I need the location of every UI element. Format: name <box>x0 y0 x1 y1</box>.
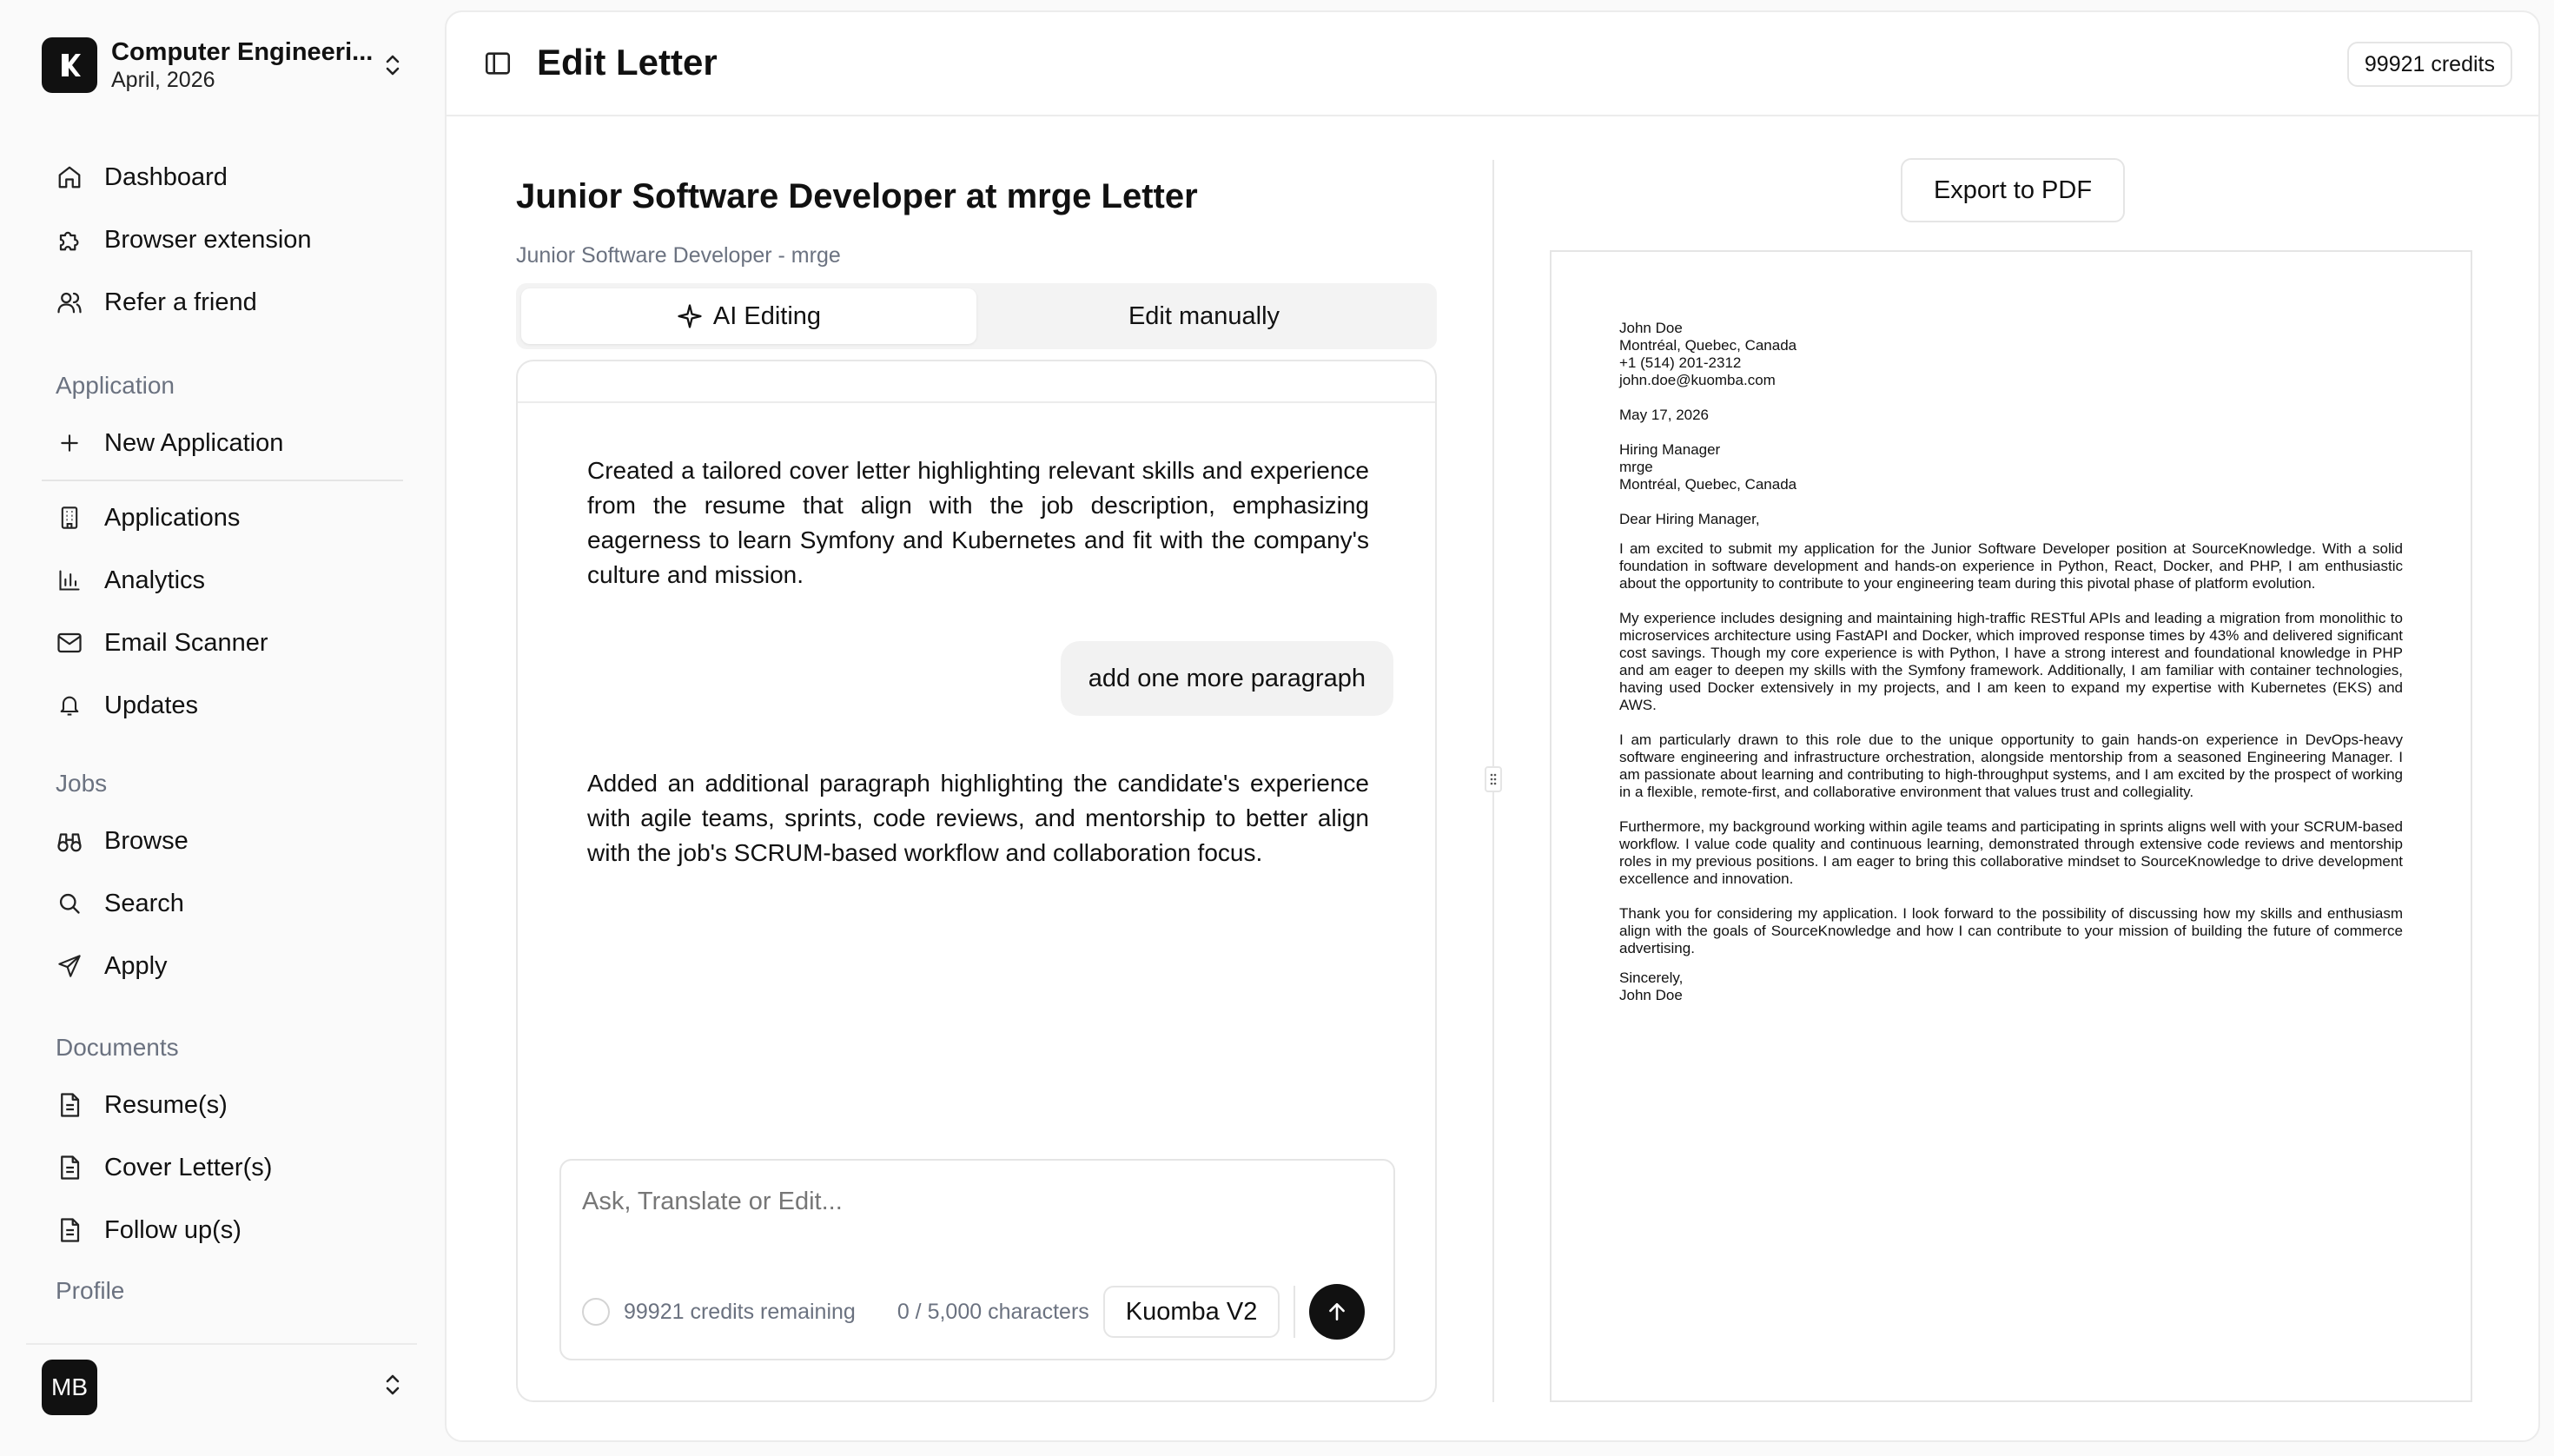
search-icon <box>56 890 83 917</box>
building-icon <box>56 504 83 532</box>
nav-jobs <box>42 758 403 997</box>
tab-ai-editing[interactable] <box>521 288 976 344</box>
org-switcher[interactable] <box>42 36 407 94</box>
nav-documents <box>42 1022 403 1305</box>
users-icon <box>56 288 83 316</box>
section-label-profile: Profile <box>56 1277 125 1304</box>
sidebar-item-refer-a-friend[interactable] <box>42 271 403 334</box>
model-select-button[interactable]: Kuomba V2 <box>1103 1286 1280 1338</box>
sidebar-item-label: Follow up(s) <box>104 1215 242 1244</box>
bar-chart-icon <box>56 566 83 594</box>
sidebar-item-applications[interactable] <box>42 486 403 549</box>
closing: Sincerely, <box>1619 970 1684 986</box>
recipient-company: mrge <box>1619 459 1653 475</box>
sidebar-item-label: New Application <box>104 428 284 457</box>
mail-icon <box>56 629 83 657</box>
section-label-jobs: Jobs <box>56 770 108 797</box>
tab-edit-manually[interactable] <box>976 288 1432 344</box>
bell-icon <box>56 692 83 719</box>
sidebar-item-browser-extension[interactable] <box>42 208 403 271</box>
chat-header <box>518 361 1435 403</box>
tab-label: AI Editing <box>712 301 822 330</box>
chevron-up-down-icon[interactable] <box>382 1371 403 1403</box>
chat-panel <box>516 360 1437 1402</box>
sidebar-item-label: Analytics <box>104 566 206 594</box>
binoculars-icon <box>56 827 83 855</box>
sidebar-item-email-scanner[interactable] <box>42 612 403 674</box>
sidebar-item-analytics[interactable] <box>42 549 403 612</box>
loading-spinner-icon <box>582 1298 610 1326</box>
sidebar-item-cover-letters[interactable] <box>42 1136 403 1199</box>
sidebar-item-label: Browser extension <box>104 225 312 254</box>
sidebar-item-updates[interactable] <box>42 674 403 737</box>
sidebar-item-label: Email Scanner <box>104 628 268 657</box>
sidebar-item-follow-ups[interactable] <box>42 1199 403 1261</box>
character-count: 0 / 5,000 characters <box>897 1299 1089 1324</box>
edit-mode-tabs <box>516 283 1437 349</box>
sender-email: john.doe@kuomba.com <box>1619 372 1776 388</box>
salutation: Dear Hiring Manager, <box>1619 511 1760 527</box>
home-icon <box>56 163 83 191</box>
sidebar-item-label: Applications <box>104 503 241 532</box>
nav-application <box>42 360 403 737</box>
sidebar-item-label: Apply <box>104 951 168 980</box>
sidebar-item-dashboard[interactable] <box>42 146 403 208</box>
letter-paragraph: Furthermore, my background working within agile teams and participating in sprints aligns well with your SCRUM-based workflow. I value code quality and continuous learning, demonstrated through extensive code reviews and mentorship roles in my previous positions. I am eager to bring this collaborative mindset to SourceKnowledge to drive development excellence and innovation. <box>1619 818 2403 887</box>
send-icon <box>56 952 83 980</box>
page-title: Edit Letter <box>537 42 718 83</box>
sidebar-item-label: Resume(s) <box>104 1090 228 1119</box>
letter-paragraph: My experience includes designing and maintaining high-traffic RESTful APIs and leading a migration from monolithic to microservices architecture using FastAPI and Docker, which improved response times by 43% and delivered significant cost savings. Though my core experience is with Python, I have a strong interest and foundational knowledge in PHP and am eager to deepen my skills with the Symfony framework. Additionally, I am familiar with container technologies, having used Docker extensively in my projects, and I am keen to expand my expertise with Kubernetes (EKS) and AWS. <box>1619 610 2403 713</box>
sender-phone: +1 (514) 201-2312 <box>1619 354 1742 371</box>
recipient-title: Hiring Manager <box>1619 441 1721 458</box>
credits-remaining: 99921 credits remaining <box>624 1299 856 1324</box>
letter-paragraph: I am particularly drawn to this role due to the unique opportunity to gain hands-on experience in DevOps-heavy software engineering and infrastructure orchestration, alongside mentorship from a seasoned Engineering Manager. I am passionate about learning and contributing to high-throughput systems, and I am excited by the prospect of working in a flexible, remote-first, and collaborative environment that values trust and collegiality. <box>1619 731 2403 800</box>
sparkle-icon <box>677 303 703 329</box>
user-message: add one more paragraph <box>1061 641 1393 716</box>
resize-handle-icon[interactable] <box>1485 766 1502 792</box>
file-icon <box>56 1216 83 1244</box>
divider <box>1294 1286 1295 1338</box>
sidebar-item-search[interactable] <box>42 872 403 935</box>
sidebar-item-label: Search <box>104 889 184 917</box>
plus-icon <box>56 429 83 457</box>
chevron-up-down-icon[interactable] <box>379 48 407 83</box>
file-icon <box>56 1154 83 1181</box>
credits-badge: 99921 credits <box>2347 42 2512 87</box>
letter-paragraph: Thank you for considering my application. I look forward to the possibility of discussing how my skills and enthusiasm align with the goals of SourceKnowledge and how I can contribute to your mission of building the future of commerce advertising. <box>1619 905 2403 956</box>
sidebar-item-label: Updates <box>104 691 199 719</box>
sidebar-item-browse[interactable] <box>42 810 403 872</box>
top-bar <box>447 12 2538 116</box>
assistant-message: Added an additional paragraph highlighting the candidate's experience with agile teams, sprints, code reviews, and mentorship to better align with the job's SCRUM-based workflow and collaboration focus. <box>587 770 1369 866</box>
sender-address: Montréal, Quebec, Canada <box>1619 337 1797 354</box>
sidebar-item-apply[interactable] <box>42 935 403 997</box>
export-pdf-button[interactable]: Export to PDF <box>1901 158 2125 222</box>
file-icon <box>56 1091 83 1119</box>
letter-date: May 17, 2026 <box>1619 407 1710 423</box>
org-name: Computer Engineeri... <box>111 38 374 66</box>
org-period: April, 2026 <box>111 68 215 92</box>
tab-label: Edit manually <box>1128 301 1280 330</box>
letter-subtitle: Junior Software Developer - mrge <box>516 243 841 268</box>
letter-preview <box>1550 250 2472 1402</box>
sender-name: John Doe <box>1619 320 1683 336</box>
letter-title: Junior Software Developer at mrge Letter <box>516 177 1198 215</box>
sidebar-item-label: Cover Letter(s) <box>104 1153 273 1181</box>
sidebar-item-new-application[interactable] <box>42 412 403 474</box>
prompt-input[interactable] <box>582 1180 1364 1223</box>
sidebar-item-label: Refer a friend <box>104 288 257 316</box>
puzzle-icon <box>56 226 83 254</box>
arrow-up-icon <box>1326 1300 1348 1323</box>
main-panel <box>445 10 2540 1442</box>
sidebar <box>0 0 443 1456</box>
letter-paragraph: I am excited to submit my application for the Junior Software Developer position at SourceKnowledge. With a solid foundation in software development and hands-on experience in Python, React, Docker, and PHP, I am enthusiastic about the opportunity to contribute to your engineering team during this pivotal phase of platform evolution. <box>1619 540 2403 592</box>
divider <box>42 480 403 481</box>
send-button[interactable] <box>1309 1284 1365 1340</box>
sidebar-item-resumes[interactable] <box>42 1074 403 1136</box>
signature: John Doe <box>1619 987 1683 1003</box>
org-logo <box>42 37 97 93</box>
nav-main <box>42 146 403 334</box>
assistant-message: Created a tailored cover letter highlighting relevant skills and experience from the resume that align with the job description, emphasizing eagerness to learn Symfony and Kubernetes and fit with the company's culture and mission. <box>587 457 1369 588</box>
sidebar-toggle-icon[interactable] <box>483 49 513 78</box>
recipient-address: Montréal, Quebec, Canada <box>1619 476 1797 493</box>
avatar: MB <box>42 1360 97 1415</box>
section-label-documents: Documents <box>56 1034 179 1061</box>
sidebar-item-label: Dashboard <box>104 162 228 191</box>
user-menu[interactable] <box>26 1343 417 1430</box>
section-label-application: Application <box>56 372 175 399</box>
composer <box>559 1159 1395 1360</box>
sidebar-item-label: Browse <box>104 826 189 855</box>
